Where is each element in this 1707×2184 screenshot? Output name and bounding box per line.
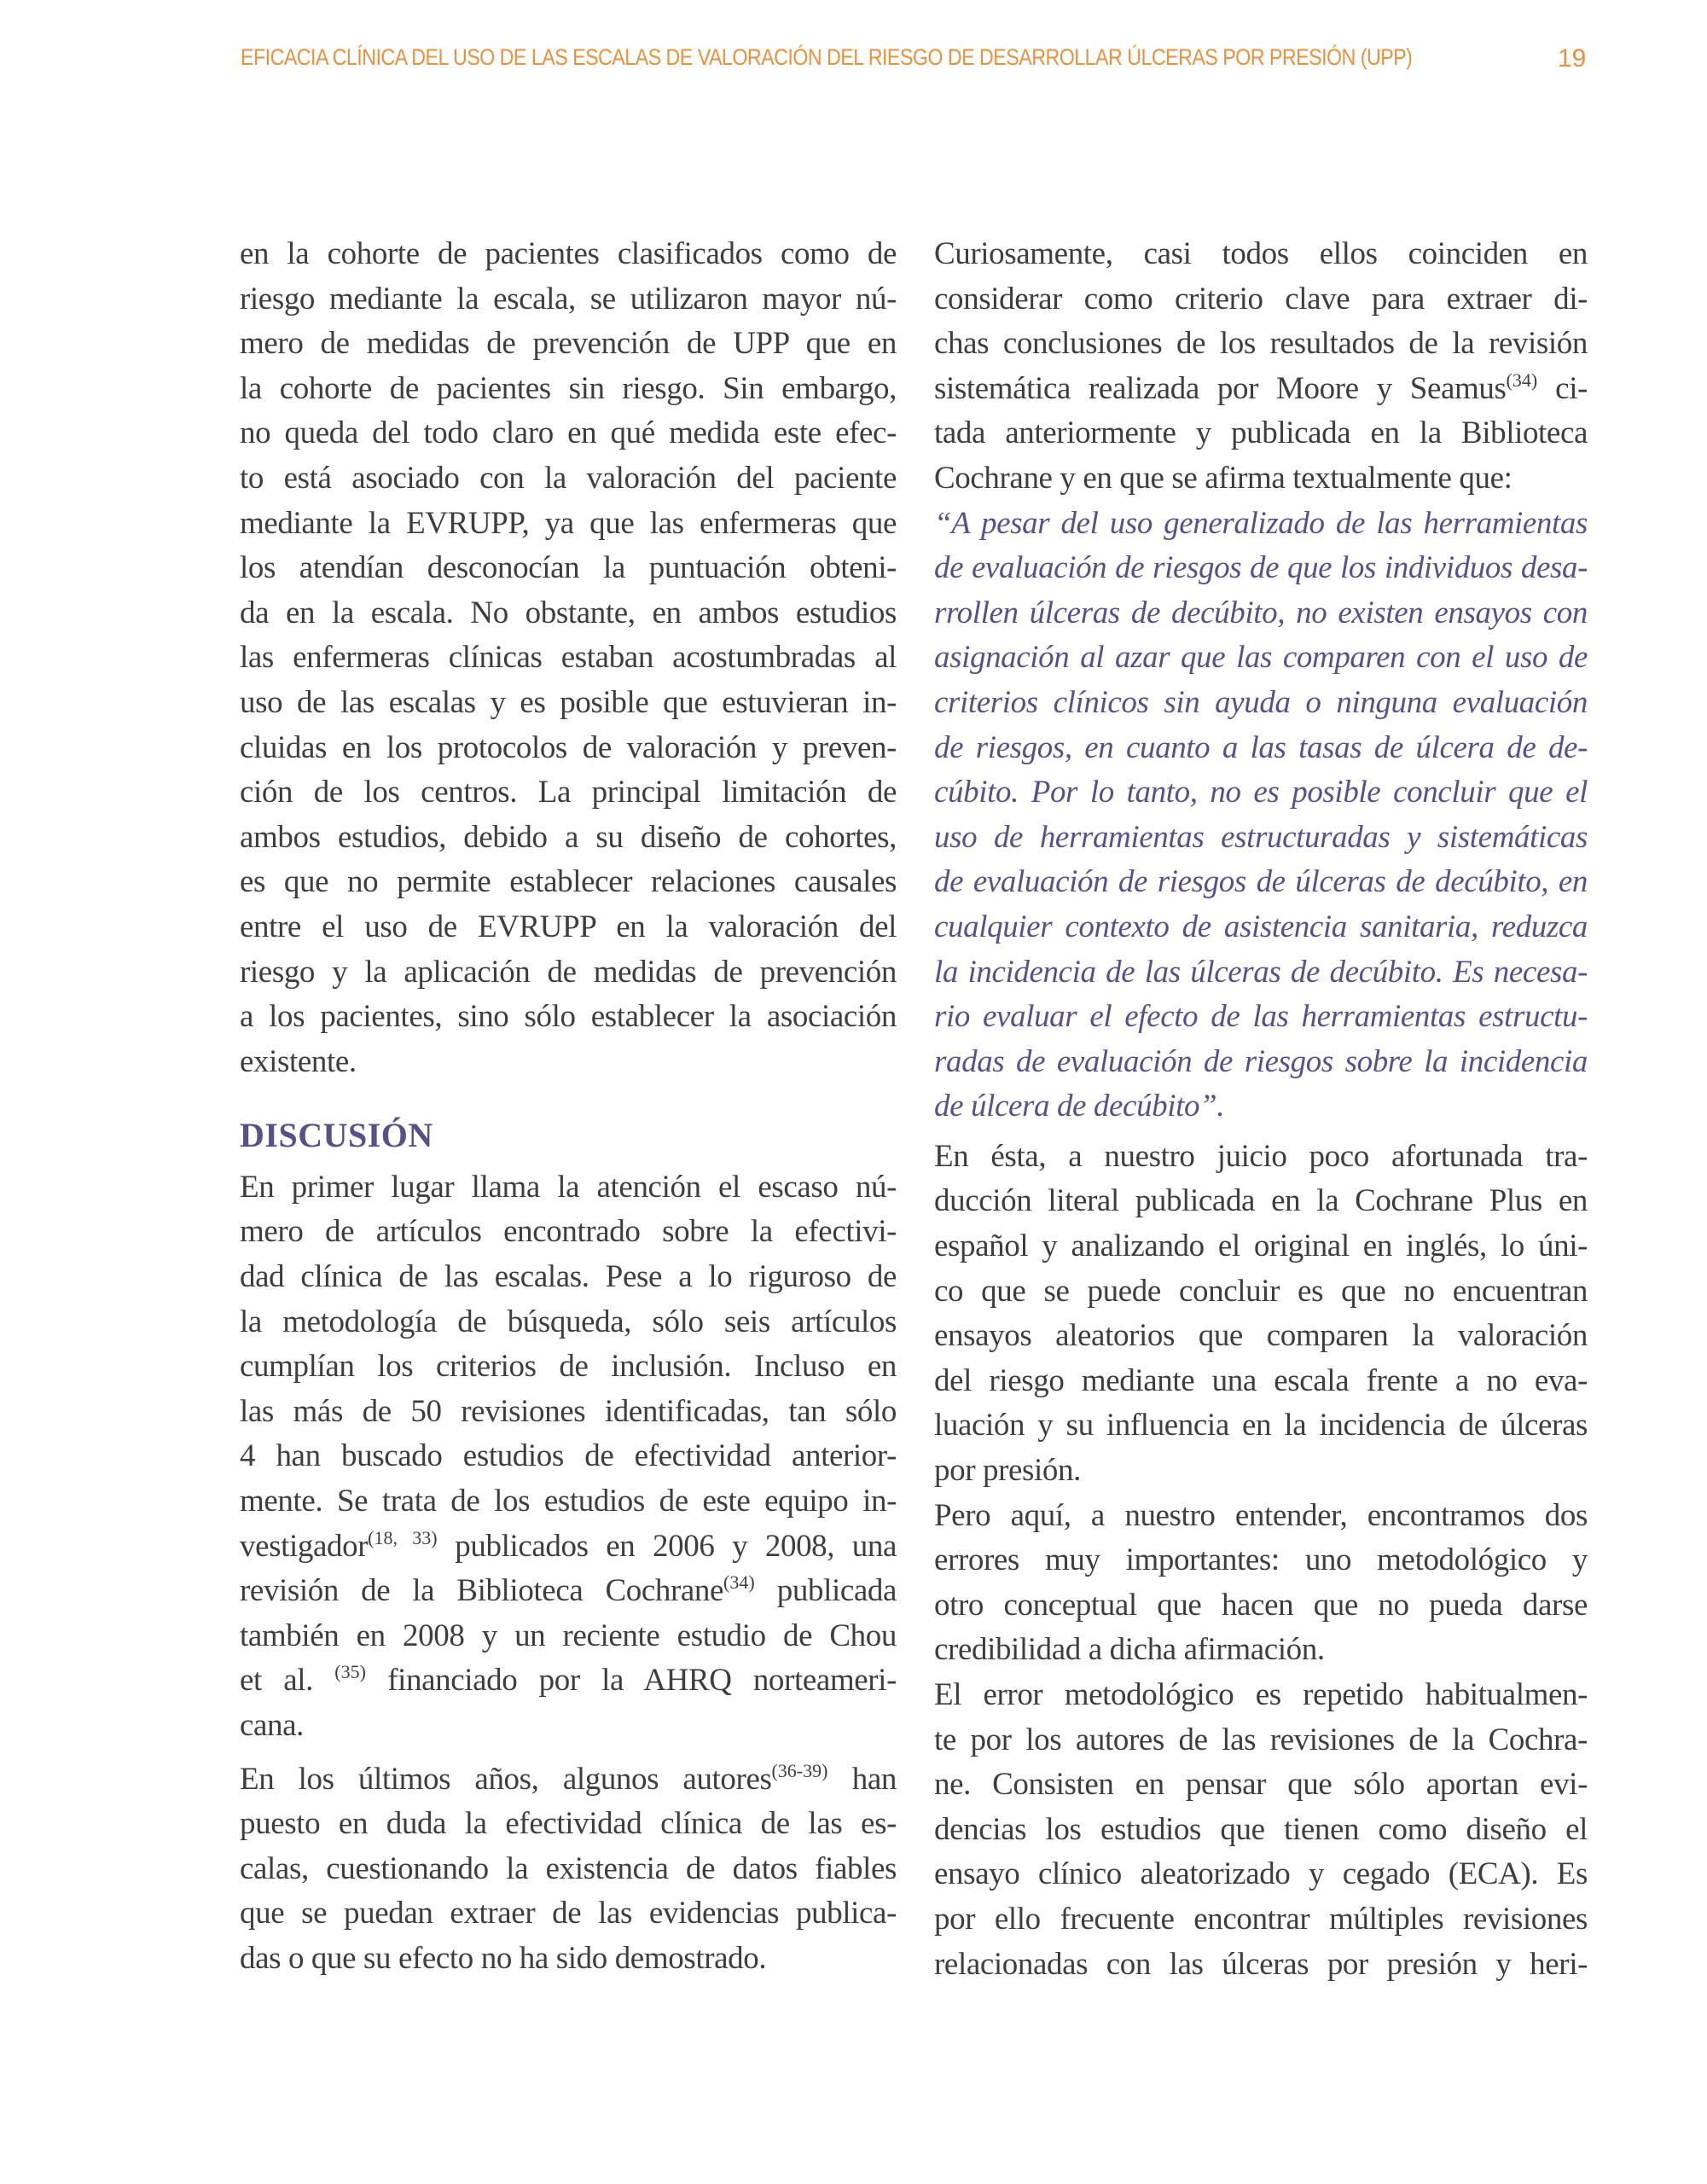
text-line: vestigador$^{(18, 33)}$ publicados en 2006 y 2008, una bbox=[240, 1526, 897, 1564]
quote-line: de evaluación de riesgos de úlceras de decúbito, en bbox=[934, 864, 1588, 900]
text-line: En primer lugar llama la atención el escaso nú- bbox=[240, 1169, 897, 1205]
text-line: dencias los estudios que tienen como diseño el bbox=[934, 1811, 1588, 1847]
text-line: puesto en duda la efectividad clínica de las es- bbox=[240, 1806, 897, 1842]
text-line: calas, cuestionando la existencia de datos fiables bbox=[240, 1850, 897, 1886]
text-line: ensayo clínico aleatorizado y cegado (ECA). Es bbox=[934, 1856, 1588, 1892]
left-column bbox=[240, 232, 897, 1982]
text-line: das o que su efecto no ha sido demostrado. bbox=[240, 1940, 767, 1976]
text-line: Curiosamente, casi todos ellos coinciden en bbox=[934, 236, 1588, 271]
text-line: también en 2008 y un reciente estudio de Chou bbox=[240, 1618, 897, 1653]
quote-line: asignación al azar que las comparen con el uso de bbox=[934, 640, 1588, 676]
text-line: no queda del todo claro en qué medida este efec- bbox=[240, 415, 897, 451]
paragraph-curiosamente bbox=[934, 232, 1588, 502]
text-line: da en la escala. No obstante, en ambos estudios bbox=[240, 595, 897, 630]
text-line: cumplían los criterios de inclusión. Incluso en bbox=[240, 1349, 897, 1385]
text-line: Cochrane y en que se afirma textualmente que: bbox=[934, 460, 1512, 496]
spacer bbox=[240, 1159, 897, 1165]
text-line: otro conceptual que hacen que no pueda darse bbox=[934, 1587, 1588, 1623]
text-line: la cohorte de pacientes sin riesgo. Sin embargo, bbox=[240, 370, 897, 406]
quote-line: cúbito. Por lo tanto, no es posible concluir que el bbox=[934, 775, 1588, 810]
quote-line: de evaluación de riesgos de que los individuos desa- bbox=[934, 550, 1588, 586]
text-line: es que no permite establecer relaciones causales bbox=[240, 864, 897, 900]
quote-line: rio evaluar el efecto de las herramientas estructu- bbox=[934, 999, 1588, 1035]
quote-line: radas de evaluación de riesgos sobre la incidencia bbox=[934, 1043, 1588, 1079]
spacer bbox=[240, 1084, 897, 1113]
text-line: por ello frecuente encontrar múltiples revisiones bbox=[934, 1901, 1588, 1937]
text-line: ambos estudios, debido a su diseño de cohortes, bbox=[240, 819, 897, 855]
running-title: EFICACIA CLÍNICA DEL USO DE LAS ESCALAS DE VALORACIÓN DEL RIESGO DE DESARROLLAR ÚLCERAS POR PRESIÓN (UPP) bbox=[241, 44, 1413, 70]
citation-34: (34) bbox=[1506, 369, 1538, 391]
text-line: en la cohorte de pacientes clasificados como de bbox=[240, 236, 897, 271]
quote-line: cualquier contexto de asistencia sanitaria, reduzca bbox=[934, 909, 1588, 944]
cochrane-quote bbox=[934, 502, 1588, 1130]
text-line: En los últimos años, algunos autores$^{(36-39)}$ han bbox=[240, 1759, 897, 1797]
quote-line: uso de herramientas estructuradas y sistemáticas bbox=[934, 819, 1588, 855]
paragraph-discussion-1 bbox=[240, 1165, 897, 1749]
paragraph-results-end bbox=[240, 232, 897, 1084]
spacer bbox=[240, 1749, 897, 1757]
paragraph-en-esta bbox=[934, 1135, 1588, 1494]
text-line: existente. bbox=[240, 1043, 357, 1079]
text-line: errores muy importantes: uno metodológico y bbox=[934, 1542, 1588, 1578]
text-line: mero de medidas de prevención de UPP que en bbox=[240, 326, 897, 362]
paragraph-error-metodologico bbox=[934, 1673, 1588, 1987]
text-line: considerar como criterio clave para extraer di- bbox=[934, 281, 1588, 317]
text-line: relacionadas con las úlceras por presión y heri- bbox=[934, 1946, 1588, 1982]
text-line: mediante la EVRUPP, ya que las enfermeras que bbox=[240, 505, 897, 541]
text-line: chas conclusiones de los resultados de la revisión bbox=[934, 326, 1588, 362]
running-header bbox=[241, 44, 1413, 82]
text-line: uso de las escalas y es posible que estuvieran in- bbox=[240, 684, 897, 720]
text-line: sistemática realizada por Moore y Seamus$^{(34)}$ ci- bbox=[934, 369, 1588, 406]
page-number: 19 bbox=[1558, 44, 1587, 73]
section-heading-discusion: DISCUSIÓN bbox=[240, 1116, 433, 1155]
text-line: las más de 50 revisiones identificadas, tan sólo bbox=[240, 1393, 897, 1429]
text-line: los atendían desconocían la puntuación obteni- bbox=[240, 550, 897, 586]
citation-35: (35) bbox=[334, 1661, 366, 1683]
text-line: que se puedan extraer de las evidencias publica- bbox=[240, 1896, 897, 1931]
text-line: et al. $^{(35)}$ financiado por la AHRQ norteameri- bbox=[240, 1661, 897, 1699]
text-line: te por los autores de las revisiones de la Cochra- bbox=[934, 1722, 1588, 1757]
paragraph-discussion-2 bbox=[240, 1757, 897, 1982]
text-line: cluidas en los protocolos de valoración y preven- bbox=[240, 729, 897, 765]
text-line: a los pacientes, sino sólo establecer la asociación bbox=[240, 999, 897, 1035]
text-line: por presión. bbox=[934, 1453, 1081, 1489]
quote-line: “A pesar del uso generalizado de las herramientas bbox=[934, 505, 1588, 541]
text-line: co que se puede concluir es que no encuentran bbox=[934, 1273, 1588, 1309]
text-line: dad clínica de las escalas. Pese a lo riguroso de bbox=[240, 1259, 897, 1295]
text-line: En ésta, a nuestro juicio poco afortunada tra- bbox=[934, 1138, 1588, 1174]
text-line: ne. Consisten en pensar que sólo aportan evi- bbox=[934, 1767, 1588, 1803]
quote-line: de riesgos, en cuanto a las tasas de úlcera de de- bbox=[934, 729, 1588, 765]
text-line: las enfermeras clínicas estaban acostumbradas al bbox=[240, 640, 897, 676]
quote-line: rrollen úlceras de decúbito, no existen ensayos con bbox=[934, 595, 1588, 630]
text-line: Pero aquí, a nuestro entender, encontramos dos bbox=[934, 1497, 1588, 1533]
text-line: ensayos aleatorios que comparen la valoración bbox=[934, 1318, 1588, 1354]
text-line: 4 han buscado estudios de efectividad anterior- bbox=[240, 1438, 897, 1474]
text-line: credibilidad a dicha afirmación. bbox=[934, 1632, 1325, 1668]
text-line: tada anteriormente y publicada en la Biblioteca bbox=[934, 415, 1588, 451]
quote-line: de úlcera de decúbito”. bbox=[934, 1089, 1225, 1124]
text-line: español y analizando el original en inglés, lo úni- bbox=[934, 1228, 1588, 1264]
citation-34: (34) bbox=[723, 1571, 755, 1594]
text-line: ducción literal publicada en la Cochrane Plus en bbox=[934, 1183, 1588, 1219]
text-line: ción de los centros. La principal limitación de bbox=[240, 775, 897, 810]
right-column bbox=[934, 232, 1588, 1987]
paragraph-pero-aqui bbox=[934, 1494, 1588, 1673]
quote-line: criterios clínicos sin ayuda o ninguna evaluación bbox=[934, 684, 1588, 720]
text-line: riesgo y la aplicación de medidas de prevención bbox=[240, 954, 897, 990]
citation-36-39: (36-39) bbox=[771, 1759, 828, 1781]
text-line: revisión de la Biblioteca Cochrane$^{(34)}$ publicada bbox=[240, 1571, 897, 1609]
citation-18-33: (18, 33) bbox=[368, 1526, 438, 1548]
text-line: to está asociado con la valoración del paciente bbox=[240, 460, 897, 496]
text-line: la metodología de búsqueda, sólo seis artículos bbox=[240, 1304, 897, 1339]
text-line: luación y su influencia en la incidencia de úlceras bbox=[934, 1408, 1588, 1443]
text-line: El error metodológico es repetido habitualmen- bbox=[934, 1677, 1588, 1712]
quote-line: la incidencia de las úlceras de decúbito. Es necesa- bbox=[934, 954, 1588, 990]
text-line: cana. bbox=[240, 1708, 305, 1743]
text-line: mente. Se trata de los estudios de este equipo in- bbox=[240, 1484, 897, 1519]
text-line: riesgo mediante la escala, se utilizaron mayor nú- bbox=[240, 281, 897, 317]
text-line: entre el uso de EVRUPP en la valoración del bbox=[240, 909, 897, 944]
text-line: mero de artículos encontrado sobre la efectivi- bbox=[240, 1214, 897, 1250]
text-line: del riesgo mediante una escala frente a no eva- bbox=[934, 1362, 1588, 1398]
